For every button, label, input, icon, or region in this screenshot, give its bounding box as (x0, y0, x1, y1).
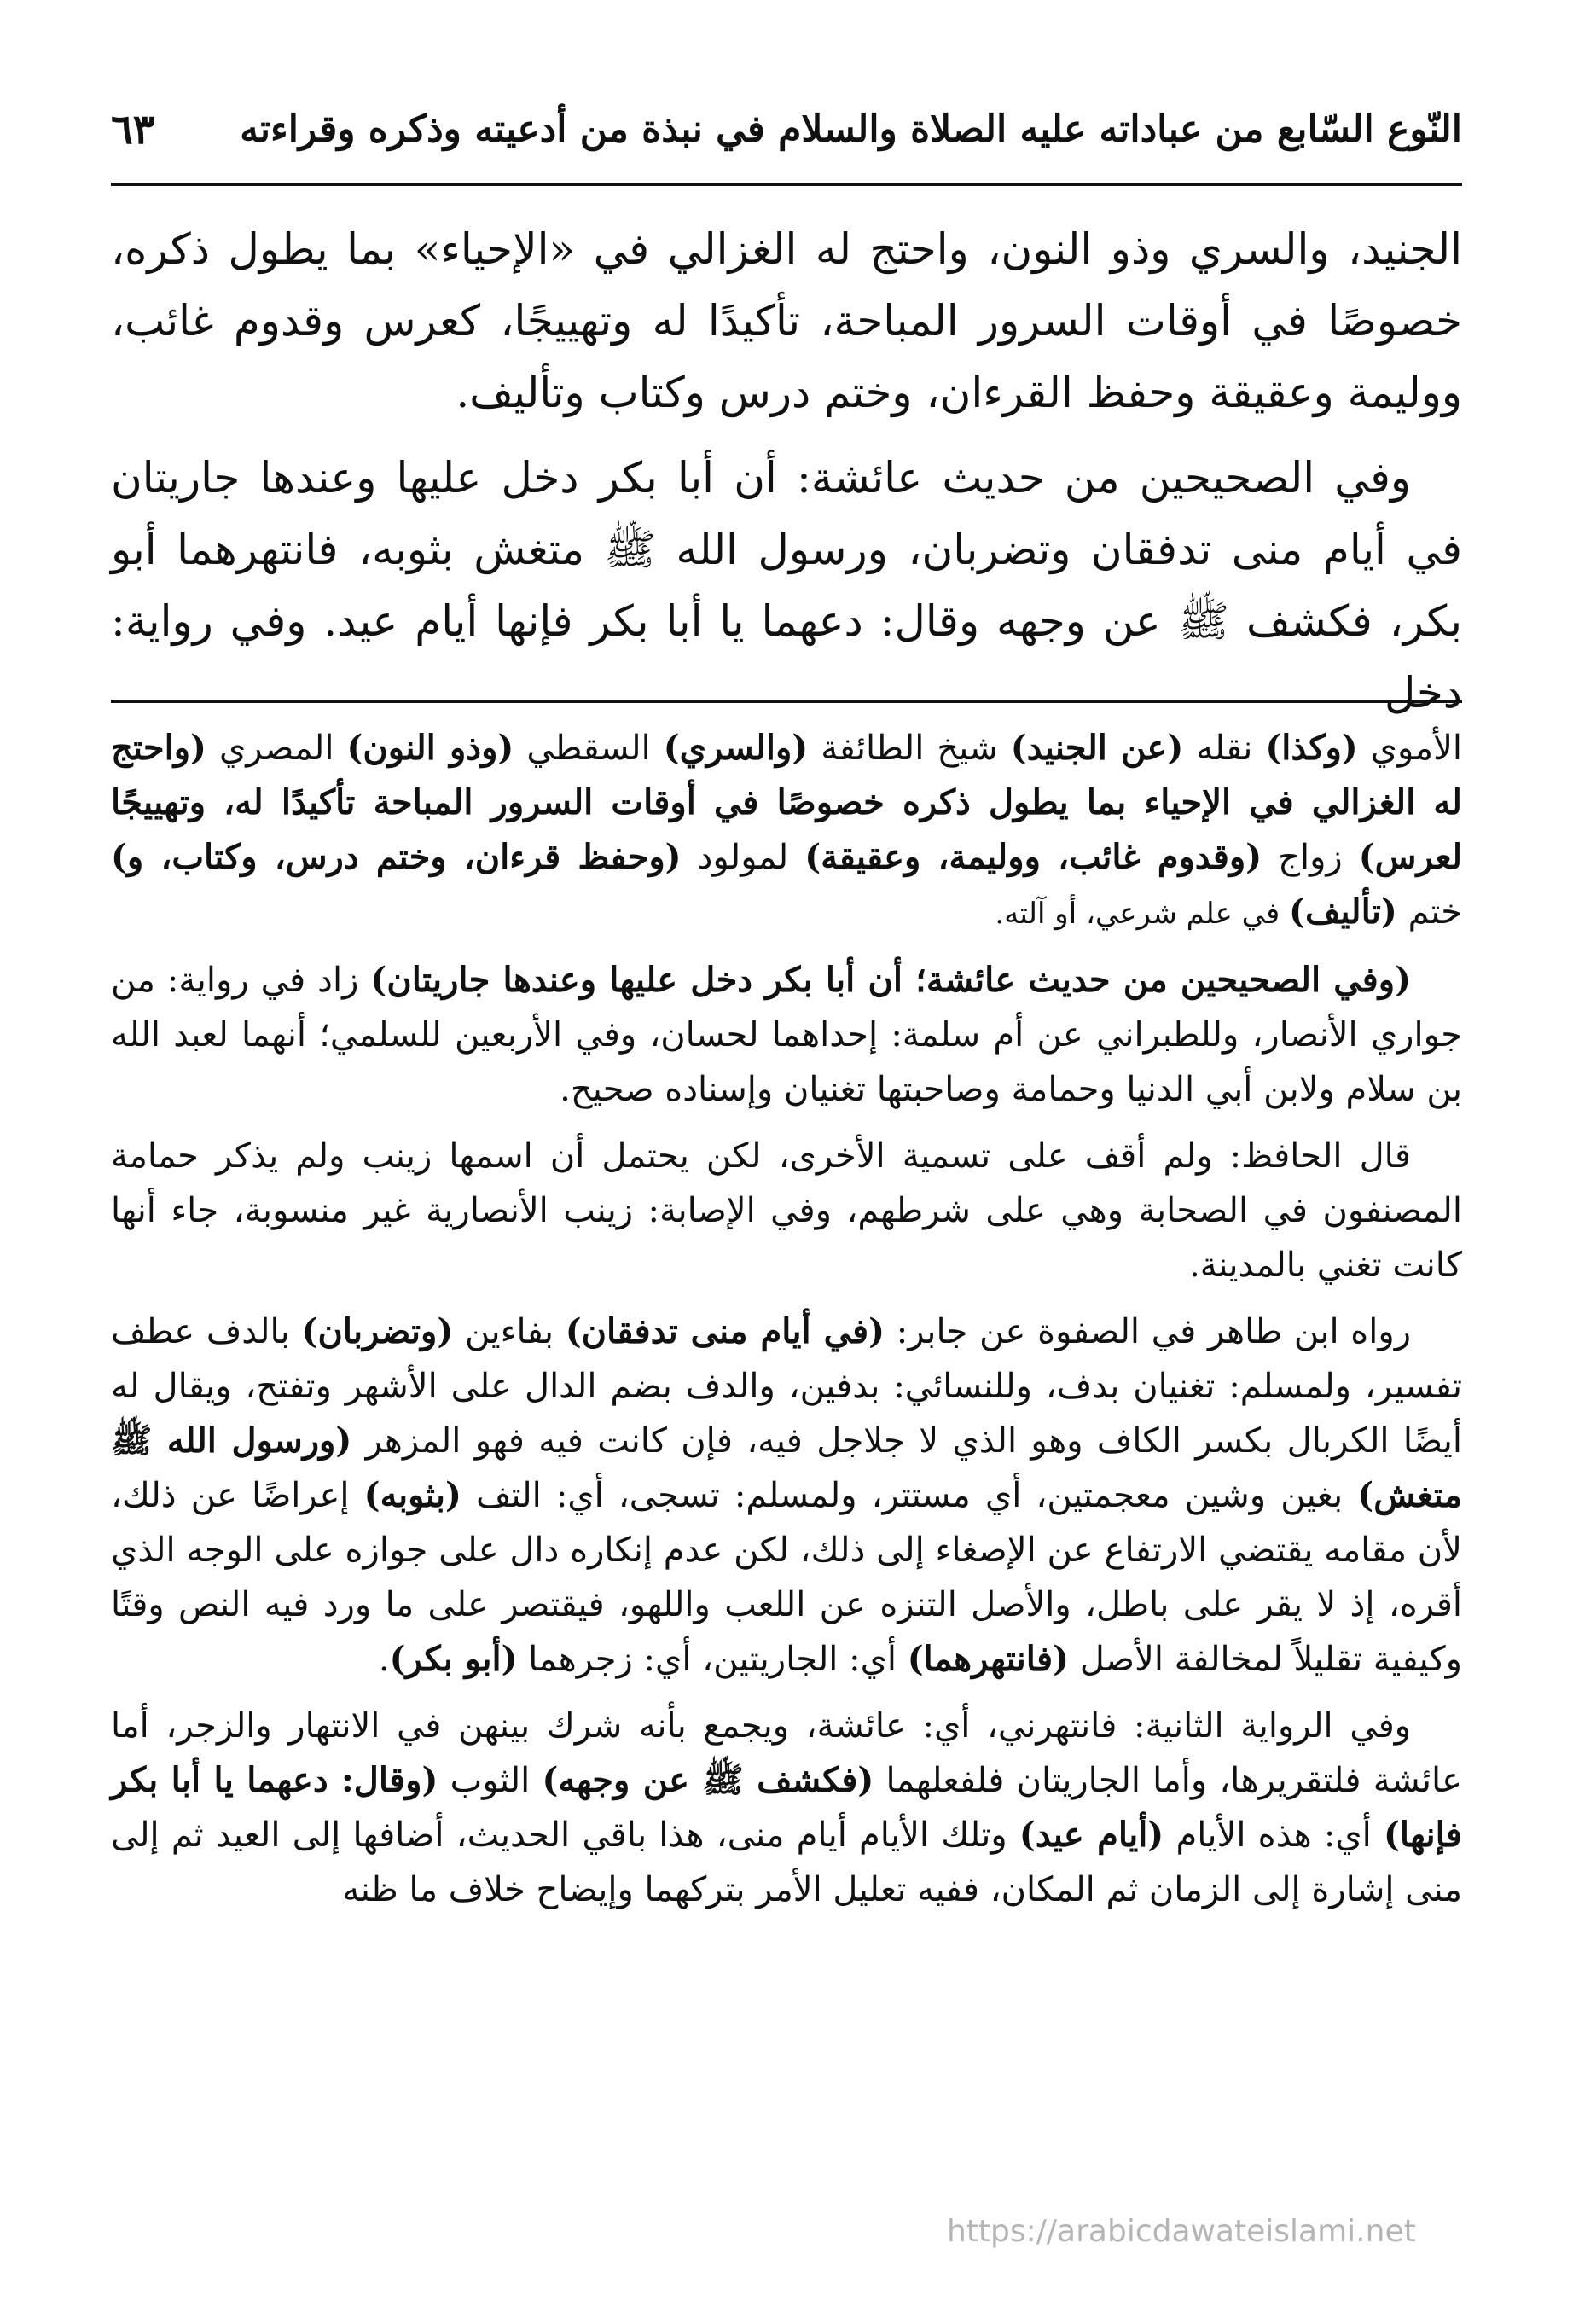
quoted-text: (وفي الصحيحين من حديث عائشة؛ أن أبا بكر دخل عليها وعندها جاريتان) (370, 960, 1411, 1000)
commentary-text-run: شيخ الطائفة (808, 729, 1011, 768)
commentary-paragraph: قال الحافظ: ولم أقف على تسمية الأخرى، لكن يحتمل أن اسمها زينب ولم يذكر حمامة المصنفون في الصحابة وهي على شرطهم، وفي الإصابة: زينب الأنصارية غير منسوبة، جاء أنها كانت تغني بالمدينة. (111, 1136, 1462, 1285)
commentary-text-run: نقله (1183, 729, 1266, 768)
page-number: ٦٣ (111, 106, 155, 154)
commentary-text-run: ختم (1396, 892, 1462, 932)
commentary-paragraph (111, 721, 1462, 941)
quoted-text: (وحفظ قرءان، وختم درس، وكتاب، و) (111, 837, 682, 877)
footnote-rule (111, 700, 1462, 703)
quoted-text: (والسري) (663, 728, 809, 768)
commentary-text-run: أي: هذه الأيام (1164, 1816, 1384, 1855)
commentary-text-run: بالدف عطف تفسير، ولمسلم: تغنيان بدف، وللنسائي: بدفين، والدف بضم الدال على الأشهر وتفتح، ويقال له أيضًا الكربال بكسر الكاف وهو الذي لا جلاجل فيه، فإن كانت فيه فهو المزهر (111, 1312, 1462, 1461)
quoted-text: (ورسول الله ﷺ متغش) (111, 1421, 1462, 1515)
commentary-text-run: وفي الرواية الثانية: فانتهرني، أي: عائشة، ويجمع بأنه شرك بينهن في الانتهار والزجر، أما عائشة فلتقريرها، وأما الجاريتان فلفعلهما (111, 1706, 1463, 1800)
quoted-text: (أبو بكر) (389, 1639, 518, 1679)
quoted-text: (فكشف ﷺ عن وجهه) (542, 1760, 874, 1800)
quoted-text: (تأليف) (1289, 892, 1397, 932)
quoted-text: (عن الجنيد) (1010, 728, 1184, 768)
quoted-text: (في أيام منى تدفقان) (565, 1311, 885, 1351)
commentary-text-run: وتلك الأيام أيام منى، هذا باقي الحديث، أضافها إلى العيد ثم إلى منى إشارة إلى الزمان ثم المكان، ففيه تعليل الأمر بتركهما وإيضاح خلاف ما ظنه (111, 1816, 1462, 1909)
commentary-paragraph (111, 953, 1462, 1117)
commentary-text-run: المصري (206, 729, 347, 768)
quoted-text: (واحتج له الغزالي في الإحياء بما يطول ذكره خصوصًا في أوقات السرور المباحة تأكيدًا له، وتهييجًا لعرس) (111, 728, 1463, 877)
commentary-text-run: بغين وشين معجمتين، أي مستتر، ولمسلم: تسجى، أي: التف (461, 1476, 1358, 1515)
main-paragraph: وفي الصحيحين من حديث عائشة: أن أبا بكر دخل عليها وعندها جاريتان في أيام منى تدفقان وتضربان، ورسول الله ﷺ متغش بثوبه، فانتهرهما أبو بكر، فكشف ﷺ عن وجهه وقال: دعهما يا أبا بكر فإنها أيام عيد. وفي رواية: دخل (111, 453, 1462, 718)
watermark-url: https://arabicdawateislami.net (947, 2214, 1416, 2249)
quoted-text: (فانتهرهما) (907, 1639, 1070, 1679)
commentary-text-run: بفاءين (453, 1312, 566, 1351)
chapter-title: النّوع السّابع من عباداته عليه الصلاة والسلام في نبذة من أدعيته وذكره وقراءته (240, 107, 1462, 151)
quoted-text: (وتضربان) (301, 1311, 454, 1351)
main-paragraph: الجنيد، والسري وذو النون، واحتج له الغزالي في «الإحياء» بما يطول ذكره، خصوصًا في أوقات السرور المباحة، تأكيدًا له وتهييجًا، كعرس وقدوم غائب، ووليمة وعقيقة وحفظ القرءان، وختم درس وكتاب وتأليف. (111, 224, 1462, 417)
commentary-text-run: السقطي (514, 729, 664, 768)
commentary-paragraph (111, 1699, 1462, 1917)
commentary-paragraph (111, 1304, 1462, 1687)
commentary-text-run: . (378, 1640, 390, 1679)
commentary-text-run: أي: الجاريتين، أي: زجرهما (517, 1640, 908, 1679)
quoted-text: (وقال: دعهما يا أبا بكر فإنها) (111, 1760, 1462, 1855)
commentary-text (111, 721, 1462, 1929)
quoted-text: (وقدوم غائب، ووليمة، وعقيقة) (804, 837, 1262, 877)
commentary-text-run: الثوب (438, 1761, 543, 1800)
header-rule (111, 183, 1462, 186)
main-text (111, 213, 1462, 742)
commentary-text-run: في علم شرعي، أو آلته. (995, 897, 1290, 931)
commentary-text-run: زواج (1262, 838, 1359, 877)
running-header (111, 102, 1462, 171)
quoted-text: (بثوبه) (363, 1475, 461, 1515)
quoted-text: (أيام عيد) (1019, 1815, 1164, 1855)
commentary-text-run: زاد في رواية: من جواري الأنصار، وللطبراني عن أم سلمة: إحداهما لحسان، وفي الأربعين للسلمي؛ أنهما لعبد الله بن سلام ولابن أبي الدنيا وحمامة وصاحبتها تغنيان وإسناده صحيح. (111, 961, 1462, 1109)
commentary-text-run: إعراضًا عن ذلك، لأن مقامه يقتضي الارتفاع عن الإصغاء إلى ذلك، لكن عدم إنكاره دال على جوازه على الوجه الذي أقره، إذ لا يقر على باطل، والأصل التنزه عن اللعب واللهو، فيقتصر على ما ورد فيه النص وقتًا وكيفية تقليلاً لمخالفة الأصل (111, 1476, 1462, 1679)
commentary-text-run: الأموي (1357, 729, 1462, 768)
commentary-text-run: رواه ابن طاهر في الصفوة عن جابر: (885, 1312, 1412, 1351)
quoted-text: (وكذا) (1265, 728, 1358, 768)
quoted-text: (وذو النون) (346, 728, 514, 768)
commentary-text-run: لمولود (681, 838, 805, 877)
